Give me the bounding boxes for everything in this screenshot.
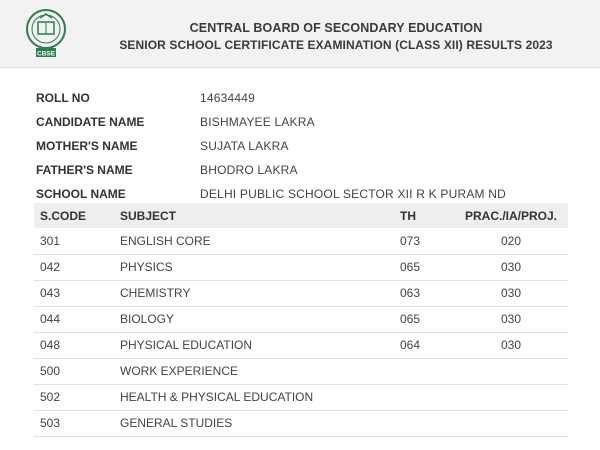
table-row bbox=[34, 254, 568, 280]
table-row bbox=[34, 306, 568, 332]
mother-name-row bbox=[36, 134, 576, 158]
subject-name: BIOLOGY bbox=[114, 306, 394, 332]
subject-code: 500 bbox=[34, 358, 114, 384]
subject-code: 502 bbox=[34, 384, 114, 410]
mother-name-label: MOTHER'S NAME bbox=[36, 139, 138, 153]
subject-name: CHEMISTRY bbox=[114, 280, 394, 306]
father-name-value: BHODRO LAKRA bbox=[200, 163, 298, 177]
subject-code: 048 bbox=[34, 332, 114, 358]
candidate-name-value: BISHMAYEE LAKRA bbox=[200, 115, 315, 129]
subject-name: ENGLISH CORE bbox=[114, 228, 394, 254]
practical-marks: 030 bbox=[454, 306, 568, 332]
theory-marks bbox=[394, 410, 454, 436]
subject-name: HEALTH & PHYSICAL EDUCATION bbox=[114, 384, 394, 410]
candidate-info bbox=[36, 86, 576, 206]
header-th: TH bbox=[394, 203, 454, 228]
candidate-name-row bbox=[36, 110, 576, 134]
subject-code: 503 bbox=[34, 410, 114, 436]
header-prac: PRAC./IA/PROJ. bbox=[454, 203, 568, 228]
cbse-emblem-icon bbox=[22, 8, 70, 60]
table-row bbox=[34, 410, 568, 436]
theory-marks: 065 bbox=[394, 306, 454, 332]
subject-name: PHYSICS bbox=[114, 254, 394, 280]
table-row bbox=[34, 280, 568, 306]
practical-marks bbox=[454, 384, 568, 410]
marks-table bbox=[34, 203, 568, 437]
roll-no-value: 14634449 bbox=[200, 91, 255, 105]
practical-marks: 030 bbox=[454, 254, 568, 280]
theory-marks bbox=[394, 358, 454, 384]
subject-name: PHYSICAL EDUCATION bbox=[114, 332, 394, 358]
header-scode: S.CODE bbox=[34, 203, 114, 228]
subject-code: 301 bbox=[34, 228, 114, 254]
roll-no-row bbox=[36, 86, 576, 110]
subject-code: 043 bbox=[34, 280, 114, 306]
father-name-row bbox=[36, 158, 576, 182]
theory-marks: 063 bbox=[394, 280, 454, 306]
practical-marks: 020 bbox=[454, 228, 568, 254]
theory-marks bbox=[394, 384, 454, 410]
subject-name: GENERAL STUDIES bbox=[114, 410, 394, 436]
theory-marks: 064 bbox=[394, 332, 454, 358]
subject-code: 044 bbox=[34, 306, 114, 332]
table-row bbox=[34, 358, 568, 384]
practical-marks bbox=[454, 358, 568, 384]
board-title: CENTRAL BOARD OF SECONDARY EDUCATION bbox=[189, 21, 483, 35]
table-row bbox=[34, 384, 568, 410]
practical-marks bbox=[454, 410, 568, 436]
table-row bbox=[34, 228, 568, 254]
subject-code: 042 bbox=[34, 254, 114, 280]
theory-marks: 073 bbox=[394, 228, 454, 254]
theory-marks: 065 bbox=[394, 254, 454, 280]
practical-marks: 030 bbox=[454, 332, 568, 358]
marks-header-row bbox=[34, 203, 568, 228]
roll-no-label: ROLL NO bbox=[36, 91, 90, 105]
subject-name: WORK EXPERIENCE bbox=[114, 358, 394, 384]
school-name-label: SCHOOL NAME bbox=[36, 187, 126, 201]
mother-name-value: SUJATA LAKRA bbox=[200, 139, 289, 153]
logo-text: CBSE bbox=[36, 50, 56, 58]
results-header bbox=[0, 0, 600, 68]
table-row bbox=[34, 332, 568, 358]
practical-marks: 030 bbox=[454, 280, 568, 306]
candidate-name-label: CANDIDATE NAME bbox=[36, 115, 145, 129]
header-subject: SUBJECT bbox=[114, 203, 394, 228]
exam-subtitle: SENIOR SCHOOL CERTIFICATE EXAMINATION (CLASS XII) RESULTS 2023 bbox=[119, 38, 553, 52]
school-name-value: DELHI PUBLIC SCHOOL SECTOR XII R K PURAM ND bbox=[200, 187, 506, 201]
father-name-label: FATHER'S NAME bbox=[36, 163, 133, 177]
